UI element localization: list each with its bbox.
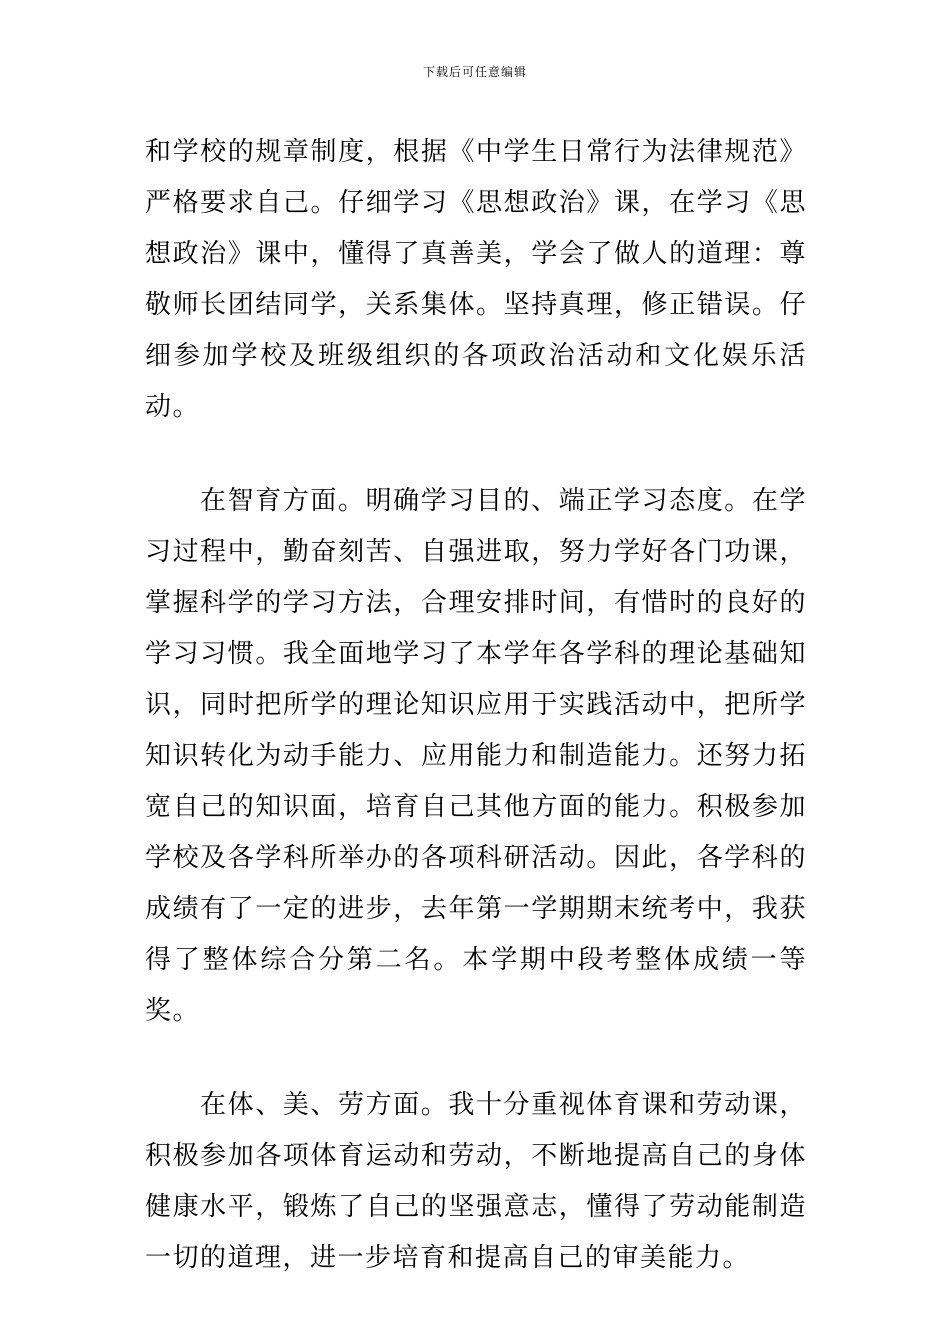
document-body xyxy=(145,127,807,1284)
header-note: 下载后可任意编辑 xyxy=(422,65,527,79)
paragraph-physical-aesthetic-labor: 在体、美、劳方面。我十分重视体育课和劳动课，积极参加各项体育运动和劳动，不断地提高自己的身体健康水平，锻炼了自己的坚强意志，懂得了劳动能制造一切的道理，进一步培育和提高自己的审美能力。 xyxy=(145,1090,807,1273)
paragraph-intellectual-education: 在智育方面。明确学习目的、端正学习态度。在学习过程中，勤奋刻苦、自强进取，努力学好各门功课，掌握科学的学习方法，合理安排时间，有惜时的良好的学习习惯。我全面地学习了本学年各学科的理论基础知识，同时把所学的理论知识应用于实践活动中，把所学知识转化为动手能力、应用能力和制造能力。还努力拓宽自己的知识面，培育自己其他方面的能力。积极参加学校及各学科所举办的各项科研活动。因此，各学科的成绩有了一定的进步，去年第一学期期末统考中，我获得了整体综合分第二名。本学期中段考整体成绩一等奖。 xyxy=(145,486,807,1026)
paragraph-continuation: 和学校的规章制度，根据《中学生日常行为法律规范》严格要求自己。仔细学习《思想政治》课，在学习《思想政治》课中，懂得了真善美，学会了做人的道理：尊敬师长团结同学，关系集体。坚持真理，修正错误。仔细参加学校及班级组织的各项政治活动和文化娱乐活动。 xyxy=(145,137,807,422)
